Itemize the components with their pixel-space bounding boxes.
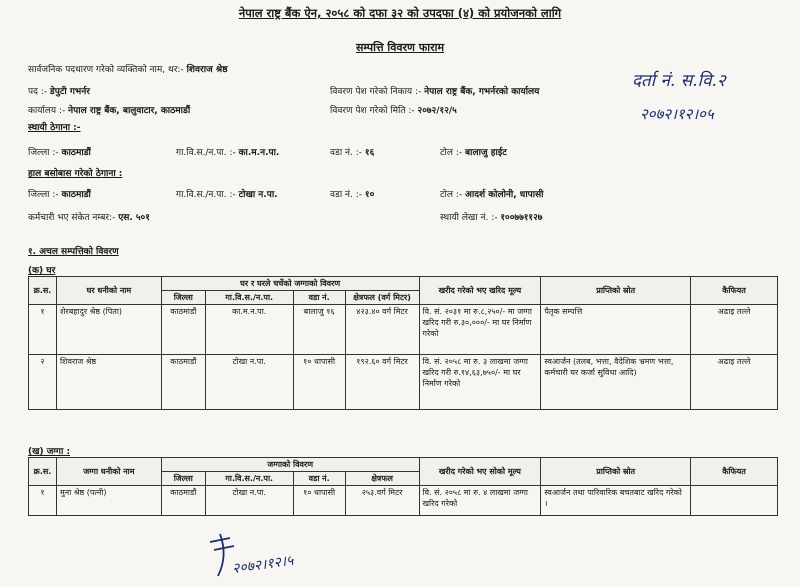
house-col-sn: क्र.स.: [29, 277, 57, 305]
house-col-vdc: गा.वि.स./न.पा.: [205, 291, 293, 305]
land-table: [28, 457, 778, 516]
land-col-remarks: कैफियत: [691, 458, 778, 486]
house-col-ward: वडा नं.: [293, 291, 345, 305]
signature-date: २०७२।१२।५: [231, 552, 295, 578]
permanent-address-heading: स्थायी ठेगाना :-: [28, 123, 81, 133]
permanent-district: जिल्ला :- काठमाडौं: [28, 148, 91, 158]
land-col-vdc: गा.वि.स./न.पा.: [205, 472, 293, 486]
table-row: १ शेरबहादुर श्रेष्ठ (पिता) काठमाडौं का.म.न.पा. बालाजु १६ ४२३.४० वर्ग मिटर वि. सं. २०३१ मा रु.८,२५०/- मा जग्गा खरिद गरी रु.३०,०००/- मा घर निर्माण गरेको पैतृक सम्पत्ति अढाइ तल्ले: [29, 305, 778, 355]
body-line: [330, 84, 539, 97]
house-table: [28, 276, 778, 410]
submission-date: २०७२/१२/५: [417, 106, 457, 116]
land-col-district: जिल्ला: [161, 472, 205, 486]
house-col-area: क्षेत्रफल (वर्ग मिटर): [345, 291, 419, 305]
land-col-sn: क्र.स.: [29, 458, 57, 486]
section-land-heading: (ख) जग्गा :: [28, 447, 71, 457]
house-col-purchase: खरीद गरेको भए खरिद मूल्य: [419, 277, 541, 305]
current-tole: टोल :- आदर्श कोलोनी, धापासी: [440, 190, 544, 200]
land-col-owner: जग्गा धनीको नाम: [56, 458, 161, 486]
pan-number: १००७७११२७: [500, 213, 543, 223]
permanent-tole: टोल :- बालाजु हाईट: [440, 148, 507, 158]
office-label: कार्यालय :-: [28, 106, 66, 116]
pan-line: [440, 210, 542, 223]
table-row: १ मुना श्रेष्ठ (पत्नी) काठमाडौं टोखा न.पा. १० धापासी २५३.वर्ग मिटर वि. सं. २०५८ मा रु. ४ लाखमा जग्गा खरिद गरेको स्वआर्जन तथा पारिवारिक बचतबाट खरिद गरेको ।: [29, 486, 778, 516]
land-col-purchase: खरीद गरेको भए सोको मूल्य: [419, 458, 541, 486]
section-house-heading: (क) घर: [28, 266, 56, 276]
post-label: पद :-: [28, 87, 48, 97]
current-ward: वडा नं. :- १०: [330, 190, 375, 200]
land-col-ward: वडा नं.: [293, 472, 345, 486]
permanent-ward: वडा नं. :- १६: [330, 148, 375, 158]
current-district: जिल्ला :- काठमाडौं: [28, 190, 91, 200]
current-address-heading: हाल बसोबास गरेको ठेगाना :: [28, 169, 123, 179]
submitting-body: नेपाल राष्ट्र बैंक, गभर्नरको कार्यालय: [424, 87, 540, 97]
date-line: [330, 103, 457, 116]
official-name-line: [28, 62, 228, 75]
house-col-owner: घर धनीको नाम: [56, 277, 161, 305]
official-name: शिवराज श्रेष्ठ: [186, 65, 228, 75]
land-col-area: क्षेत्रफल: [345, 472, 419, 486]
table-row: २ शिवराज श्रेष्ठ काठमाडौं टोखा न.पा. १० धापासी १९२.६० वर्ग मिटर वि. सं. २०५८ मा रु. ३ लाखमा जग्गा खरिद गरी रु.१४,६३,७५०/- मा घर निर्माण गरेको स्वआर्जन (तलब, भत्ता, वैदेशिक भ्रमण भत्ता, कर्मचारी घर कर्जा सुविधा आदि) अढाइ तल्ले: [29, 355, 778, 410]
handwritten-registration-number: दर्ता नं. स.वि.२: [632, 71, 726, 91]
house-col-remarks: कैफियत: [691, 277, 778, 305]
permanent-vdc: गा.वि.स./न.पा. :- का.म.न.पा.: [176, 148, 280, 158]
official-office: नेपाल राष्ट्र बैंक, बालुवाटार, काठमाडौं: [68, 106, 191, 116]
name-label: सार्वजनिक पदधारण गरेको व्यक्तिको नाम, थर:-: [28, 65, 184, 75]
land-col-group: जग्गाको विवरण: [161, 458, 419, 472]
pan-label: स्थायी लेखा नं. :-: [440, 213, 498, 223]
section-immovable-heading: १. अचल सम्पत्तिको विवरण: [28, 247, 119, 257]
employee-code-label: कर्मचारी भए संकेत नम्बर:-: [28, 213, 116, 223]
employee-code: एस. ५०१: [118, 213, 150, 223]
official-post: डेपुटी गभर्नर: [49, 87, 90, 97]
house-col-district: जिल्ला: [161, 291, 205, 305]
house-col-group: घर र घरले चर्चेको जग्गाको विवरण: [161, 277, 419, 291]
document-title: नेपाल राष्ट्र बैंक ऐन, २०५८ को दफा ३२ को उपदफा (४) को प्रयोजनको लागि: [238, 6, 562, 20]
post-line: [28, 84, 90, 97]
date-label: विवरण पेश गरेको मिति :-: [330, 106, 415, 116]
handwritten-registration-date: २०७२।१२।०५: [640, 105, 714, 123]
office-line: [28, 103, 190, 116]
employee-code-line: [28, 210, 150, 223]
form-title: सम्पत्ति विवरण फाराम: [355, 41, 445, 54]
house-col-source: प्राप्तिको स्रोत: [541, 277, 691, 305]
body-label: विवरण पेश गरेको निकाय :-: [330, 87, 422, 97]
current-vdc: गा.वि.स./न.पा. :- टोखा न.पा.: [176, 190, 278, 200]
land-col-source: प्राप्तिको स्रोत: [541, 458, 691, 486]
